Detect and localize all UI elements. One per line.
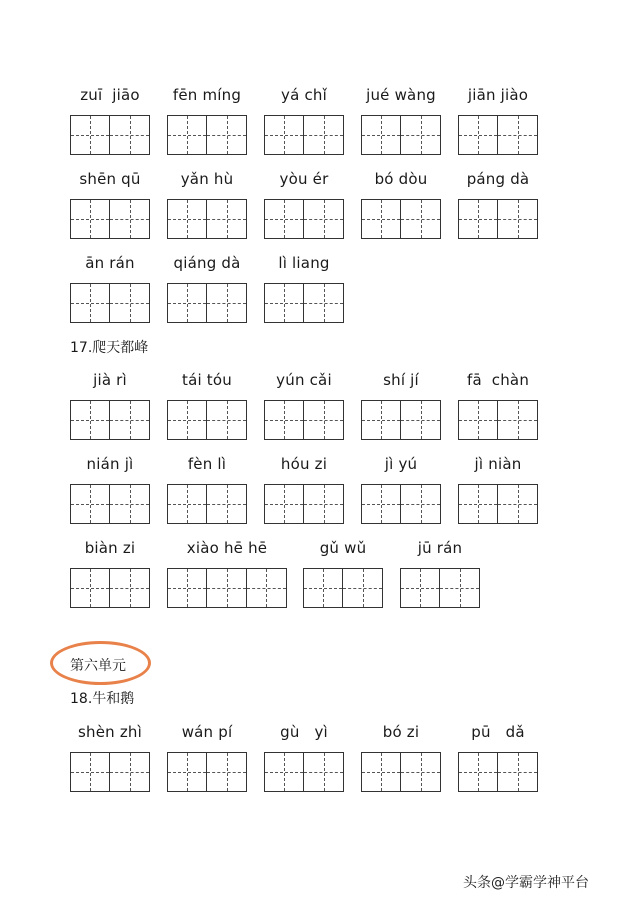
writing-grid[interactable] bbox=[361, 115, 441, 155]
grid-cell[interactable] bbox=[110, 284, 149, 322]
grid-cell[interactable] bbox=[110, 200, 149, 238]
grid-cell[interactable] bbox=[168, 401, 207, 439]
pinyin-label: hóu zi bbox=[280, 455, 328, 473]
lesson-17-title: 17.爬天都峰 bbox=[70, 340, 149, 356]
writing-grid[interactable] bbox=[361, 400, 441, 440]
grid-cell[interactable] bbox=[304, 485, 343, 523]
pinyin-label: zuī jiāo bbox=[80, 86, 140, 104]
grid-cell[interactable] bbox=[304, 401, 343, 439]
pinyin-label: jū rán bbox=[417, 539, 463, 557]
pinyin-label: pū dǎ bbox=[471, 723, 525, 741]
grid-cell[interactable] bbox=[440, 569, 479, 607]
writing-grid[interactable] bbox=[167, 484, 247, 524]
writing-grid[interactable] bbox=[70, 568, 150, 608]
pinyin-label: nián jì bbox=[86, 455, 134, 473]
pinyin-label: qiáng dà bbox=[173, 254, 241, 272]
pinyin-label: jià rì bbox=[93, 371, 127, 389]
lesson-18-title: 18.牛和鹅 bbox=[70, 691, 135, 707]
grid-cell[interactable] bbox=[265, 753, 304, 791]
pinyin-label: shèn zhì bbox=[78, 723, 142, 741]
grid-cell[interactable] bbox=[459, 200, 498, 238]
writing-grid[interactable] bbox=[264, 484, 344, 524]
grid-cell[interactable] bbox=[110, 485, 149, 523]
grid-cell[interactable] bbox=[168, 200, 207, 238]
grid-cell[interactable] bbox=[498, 116, 537, 154]
pinyin-label: bó zi bbox=[382, 723, 420, 741]
grid-cell[interactable] bbox=[168, 485, 207, 523]
pinyin-label: bó dòu bbox=[374, 170, 428, 188]
grid-cell[interactable] bbox=[207, 753, 246, 791]
pinyin-label: yún cǎi bbox=[276, 371, 332, 389]
writing-grid[interactable] bbox=[70, 283, 150, 323]
grid-cell[interactable] bbox=[207, 116, 246, 154]
writing-grid[interactable] bbox=[264, 752, 344, 792]
grid-cell[interactable] bbox=[110, 569, 149, 607]
writing-grid[interactable] bbox=[70, 400, 150, 440]
grid-cell[interactable] bbox=[71, 200, 110, 238]
writing-grid[interactable] bbox=[361, 752, 441, 792]
grid-cell[interactable] bbox=[168, 284, 207, 322]
grid-cell[interactable] bbox=[71, 401, 110, 439]
pinyin-label: fèn lì bbox=[187, 455, 227, 473]
grid-cell[interactable] bbox=[498, 401, 537, 439]
grid-cell[interactable] bbox=[343, 569, 382, 607]
pinyin-label: fēn míng bbox=[172, 86, 242, 104]
writing-grid[interactable] bbox=[167, 752, 247, 792]
writing-grid[interactable] bbox=[70, 484, 150, 524]
pinyin-label: shí jí bbox=[383, 371, 419, 389]
grid-cell[interactable] bbox=[207, 401, 246, 439]
grid-cell[interactable] bbox=[459, 116, 498, 154]
writing-grid[interactable] bbox=[167, 115, 247, 155]
grid-cell[interactable] bbox=[498, 753, 537, 791]
grid-cell[interactable] bbox=[401, 485, 440, 523]
writing-grid[interactable] bbox=[458, 752, 538, 792]
writing-grid[interactable] bbox=[167, 283, 247, 323]
writing-grid[interactable] bbox=[458, 484, 538, 524]
pinyin-label: biàn zi bbox=[84, 539, 136, 557]
writing-grid[interactable] bbox=[70, 115, 150, 155]
grid-cell[interactable] bbox=[304, 116, 343, 154]
grid-cell[interactable] bbox=[362, 401, 401, 439]
pinyin-label: wán pí bbox=[181, 723, 233, 741]
grid-cell[interactable] bbox=[304, 569, 343, 607]
grid-cell[interactable] bbox=[459, 753, 498, 791]
grid-cell[interactable] bbox=[71, 116, 110, 154]
pinyin-label: lì liang bbox=[278, 254, 330, 272]
grid-cell[interactable] bbox=[207, 485, 246, 523]
writing-grid[interactable] bbox=[70, 752, 150, 792]
grid-cell[interactable] bbox=[110, 401, 149, 439]
pinyin-label: gǔ wǔ bbox=[319, 539, 367, 557]
writing-grid[interactable] bbox=[70, 199, 150, 239]
grid-cell[interactable] bbox=[401, 200, 440, 238]
pinyin-label: yǎn hù bbox=[180, 170, 234, 188]
grid-cell[interactable] bbox=[207, 569, 246, 607]
grid-cell[interactable] bbox=[265, 200, 304, 238]
writing-grid[interactable] bbox=[458, 199, 538, 239]
grid-cell[interactable] bbox=[401, 116, 440, 154]
pinyin-label: xiào hē hē bbox=[186, 539, 268, 557]
grid-cell[interactable] bbox=[265, 116, 304, 154]
pinyin-label: shēn qū bbox=[79, 170, 141, 188]
grid-cell[interactable] bbox=[401, 753, 440, 791]
pinyin-label: fā chàn bbox=[466, 371, 530, 389]
pinyin-label: yá chǐ bbox=[281, 86, 327, 104]
pinyin-label: jì yú bbox=[384, 455, 418, 473]
grid-cell[interactable] bbox=[207, 284, 246, 322]
pinyin-label: jué wàng bbox=[366, 86, 436, 104]
grid-cell[interactable] bbox=[401, 401, 440, 439]
writing-grid[interactable] bbox=[303, 568, 383, 608]
grid-cell[interactable] bbox=[362, 485, 401, 523]
grid-cell[interactable] bbox=[247, 569, 286, 607]
grid-cell[interactable] bbox=[110, 753, 149, 791]
pinyin-label: tái tóu bbox=[182, 371, 232, 389]
writing-grid[interactable] bbox=[264, 199, 344, 239]
writing-grid[interactable] bbox=[458, 400, 538, 440]
pinyin-label: páng dà bbox=[466, 170, 530, 188]
grid-cell[interactable] bbox=[304, 753, 343, 791]
grid-cell[interactable] bbox=[265, 485, 304, 523]
grid-cell[interactable] bbox=[498, 200, 537, 238]
writing-grid[interactable] bbox=[167, 568, 287, 608]
writing-grid[interactable] bbox=[264, 283, 344, 323]
writing-grid[interactable] bbox=[400, 568, 480, 608]
writing-grid[interactable] bbox=[264, 400, 344, 440]
grid-cell[interactable] bbox=[71, 753, 110, 791]
grid-cell[interactable] bbox=[265, 401, 304, 439]
pinyin-label: gù yì bbox=[280, 723, 328, 741]
watermark: 头条@学霸学神平台 bbox=[463, 875, 589, 891]
pinyin-label: ān rán bbox=[85, 254, 135, 272]
writing-grid[interactable] bbox=[361, 484, 441, 524]
grid-cell[interactable] bbox=[362, 753, 401, 791]
grid-cell[interactable] bbox=[168, 753, 207, 791]
pinyin-label: jì niàn bbox=[474, 455, 522, 473]
writing-grid[interactable] bbox=[361, 199, 441, 239]
grid-cell[interactable] bbox=[362, 200, 401, 238]
grid-cell[interactable] bbox=[168, 116, 207, 154]
grid-cell[interactable] bbox=[265, 284, 304, 322]
writing-grid[interactable] bbox=[264, 115, 344, 155]
grid-cell[interactable] bbox=[168, 569, 207, 607]
grid-cell[interactable] bbox=[401, 569, 440, 607]
grid-cell[interactable] bbox=[498, 485, 537, 523]
grid-cell[interactable] bbox=[304, 200, 343, 238]
pinyin-label: jiān jiào bbox=[467, 86, 529, 104]
grid-cell[interactable] bbox=[362, 116, 401, 154]
writing-grid[interactable] bbox=[167, 199, 247, 239]
grid-cell[interactable] bbox=[304, 284, 343, 322]
writing-grid[interactable] bbox=[458, 115, 538, 155]
grid-cell[interactable] bbox=[71, 485, 110, 523]
writing-grid[interactable] bbox=[167, 400, 247, 440]
grid-cell[interactable] bbox=[459, 485, 498, 523]
grid-cell[interactable] bbox=[110, 116, 149, 154]
grid-cell[interactable] bbox=[71, 284, 110, 322]
unit-6-title: 第六单元 bbox=[70, 658, 126, 674]
pinyin-label: yòu ér bbox=[279, 170, 329, 188]
grid-cell[interactable] bbox=[207, 200, 246, 238]
grid-cell[interactable] bbox=[459, 401, 498, 439]
grid-cell[interactable] bbox=[71, 569, 110, 607]
